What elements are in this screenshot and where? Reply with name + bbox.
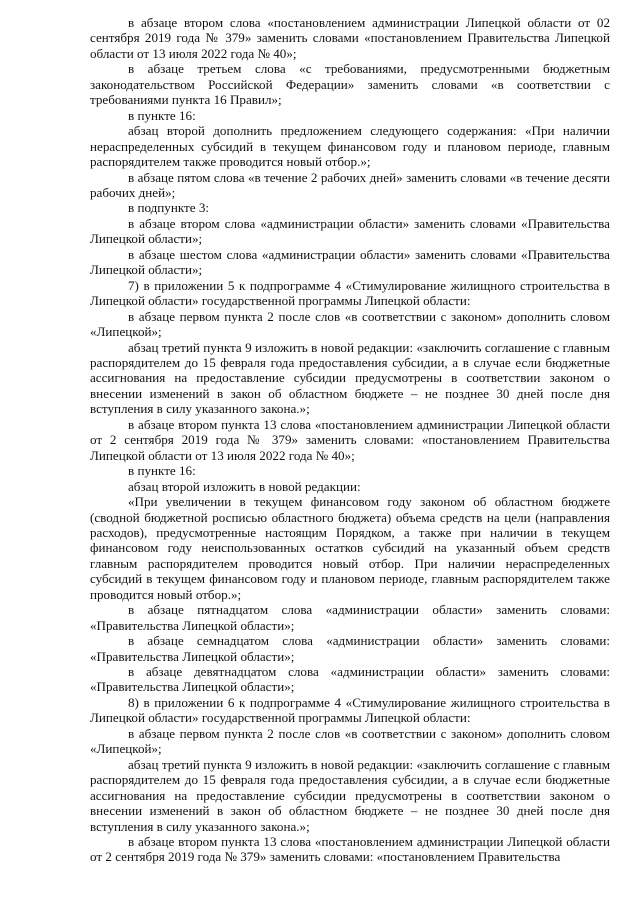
paragraph: в абзаце третьем слова «с требованиями, предусмотренными бюджетным законодательством Российской Федерации» заменить словами «в соответствии с требованиями пункта 16 Правил»; (90, 61, 610, 108)
paragraph: в абзаце втором слова «администрации области» заменить словами «Правительства Липецкой области»; (90, 215, 610, 247)
paragraph: абзац третий пункта 9 изложить в новой редакции: «заключить соглашение с главным распорядителем до 15 февраля года предоставления субсидии, а в случае если бюджетные ассигнования на предоставление субсидии предусмотрены в соответствии законом о внесении изменений в закон об областном бюджете – не позднее 30 дней после дня вступления в силу указанного закона.»; (90, 756, 610, 834)
paragraph: в абзаце девятнадцатом слова «администрации области» заменить словами: «Правительства Липецкой области»; (90, 664, 610, 695)
paragraph: в абзаце втором слова «постановлением администрации Липецкой области от 02 сентября 2019 года № 379» заменить словами «постановлением Правительства Липецкой области от 13 июля 2022 года № 40»; (90, 15, 610, 61)
paragraph: в абзаце пятом слова «в течение 2 рабочих дней» заменить словами «в течение десяти рабочих дней»; (90, 169, 610, 200)
paragraph: в абзаце первом пункта 2 после слов «в соответствии с законом» дополнить словом «Липецкой»; (90, 725, 610, 757)
paragraph: в абзаце первом пункта 2 после слов «в соответствии с законом» дополнить словом «Липецкой»; (90, 308, 610, 340)
paragraph: 8) в приложении 6 к подпрограмме 4 «Стимулирование жилищного строительства в Липецкой области» государственной программы Липецкой области: (90, 694, 610, 726)
paragraph: в абзаце втором пункта 13 слова «постановлением администрации Липецкой области от 2 сентября 2019 года № 379» заменить словами: «постановлением Правительства (90, 834, 610, 865)
paragraph: абзац третий пункта 9 изложить в новой редакции: «заключить соглашение с главным распорядителем до 15 февраля года предоставления субсидии, а в случае если бюджетные ассигнования на предоставление субсидии предусмотрены в соответствии законом о внесении изменений в закон об областном бюджете – не позднее 30 дней после дня вступления в силу указанного закона.»; (90, 339, 610, 417)
document-body (90, 15, 610, 865)
paragraph: в абзаце втором пункта 13 слова «постановлением администрации Липецкой области от 2 сентября 2019 года № 379» заменить словами: «постановлением Правительства Липецкой области от 13 июля 2022 года № 40»; (90, 416, 610, 463)
paragraph: в подпункте 3: (128, 200, 210, 216)
paragraph: 7) в приложении 5 к подпрограмме 4 «Стимулирование жилищного строительства в Липецкой области» государственной программы Липецкой области: (90, 277, 610, 309)
paragraph: в абзаце пятнадцатом слова «администрации области» заменить словами: «Правительства Липецкой области»; (90, 602, 610, 633)
paragraph: абзац второй дополнить предложением следующего содержания: «При наличии нераспределенных субсидий в текущем финансовом году и плановом периоде, главным распорядителем также проводится новый отбор.»; (90, 123, 610, 170)
paragraph: абзац второй изложить в новой редакции: (128, 478, 361, 494)
paragraph: в пункте 16: (128, 463, 196, 479)
paragraph: в абзаце семнадцатом слова «администрации области» заменить словами: «Правительства Липецкой области»; (90, 633, 610, 664)
paragraph: в абзаце шестом слова «администрации области» заменить словами «Правительства Липецкой области»; (90, 246, 610, 278)
paragraph: в пункте 16: (128, 107, 196, 123)
paragraph: «При увеличении в текущем финансовом году законом об областном бюджете (сводной бюджетной росписью областного бюджета) объема средств на цели (направления расходов), предусмотренные настоящим Порядком, а также при наличии в текущем финансовом году неиспользованных остатков субсидий на указанный объем средств главным распорядителем проводится новый отбор. При наличии нераспределенных субсидий в текущем финансовом году и плановом периоде, главным распорядителем также проводится новый отбор.»; (90, 494, 610, 602)
